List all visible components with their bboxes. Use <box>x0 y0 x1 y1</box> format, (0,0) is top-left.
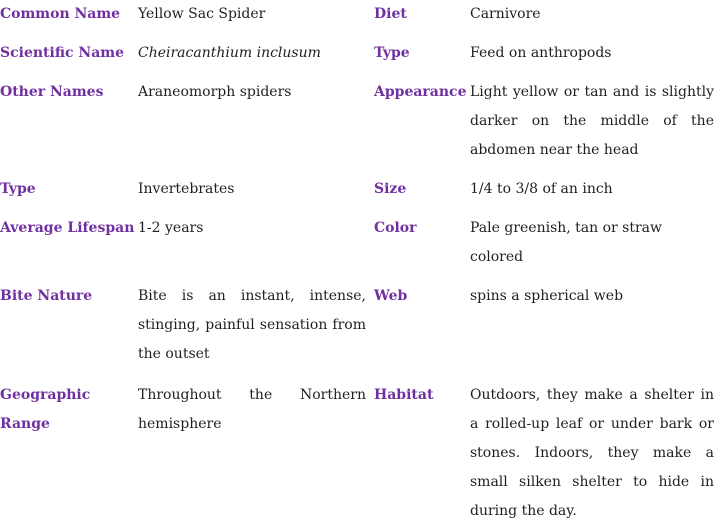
fact-value: Feed on anthropods <box>470 45 612 61</box>
table-row <box>0 29 722 68</box>
fact-label: Common Name <box>0 6 121 22</box>
fact-label: Diet <box>374 6 407 22</box>
fact-value: Throughout the Northern hemisphere <box>138 387 366 432</box>
fact-value: 1/4 to 3/8 of an inch <box>470 181 613 197</box>
fact-label: Habitat <box>374 387 434 403</box>
fact-label: Scientific Name <box>0 45 124 61</box>
fact-label: Average Lifespan <box>0 220 135 236</box>
fact-label: Size <box>374 181 407 197</box>
table-row <box>0 68 722 165</box>
fact-value: Cheiracanthium inclusum <box>138 45 321 61</box>
fact-value: spins a spherical web <box>470 288 624 304</box>
fact-value: Invertebrates <box>138 181 235 197</box>
table-row <box>0 369 722 526</box>
fact-label: Bite Nature <box>0 288 93 304</box>
fact-label: Other Names <box>0 84 104 100</box>
fact-value: Pale greenish, tan or straw colored <box>470 220 663 265</box>
fact-value: Light yellow or tan and is slightly darker on the middle of the abdomen near the head <box>470 84 714 158</box>
table-row <box>0 165 722 204</box>
fact-label: Geographic Range <box>0 387 91 432</box>
table-row <box>0 272 722 369</box>
fact-label: Appearance <box>374 84 467 100</box>
fact-label: Type <box>0 181 36 197</box>
table-row <box>0 0 722 29</box>
fact-value: Araneomorph spiders <box>138 84 292 100</box>
fact-label: Web <box>374 288 408 304</box>
fact-label: Color <box>374 220 417 236</box>
fact-value: Carnivore <box>470 6 541 22</box>
fact-value: 1-2 years <box>138 220 204 236</box>
fact-label: Type <box>374 45 410 61</box>
table-row <box>0 204 722 272</box>
fact-value: Outdoors, they make a shelter in a rolled-up leaf or under bark or stones. Indoors, they make a small silken shelter to hide in during the day. <box>470 387 714 519</box>
fact-value: Bite is an instant, intense, stinging, painful sensation from the outset <box>138 288 366 362</box>
fact-value: Yellow Sac Spider <box>138 6 266 22</box>
